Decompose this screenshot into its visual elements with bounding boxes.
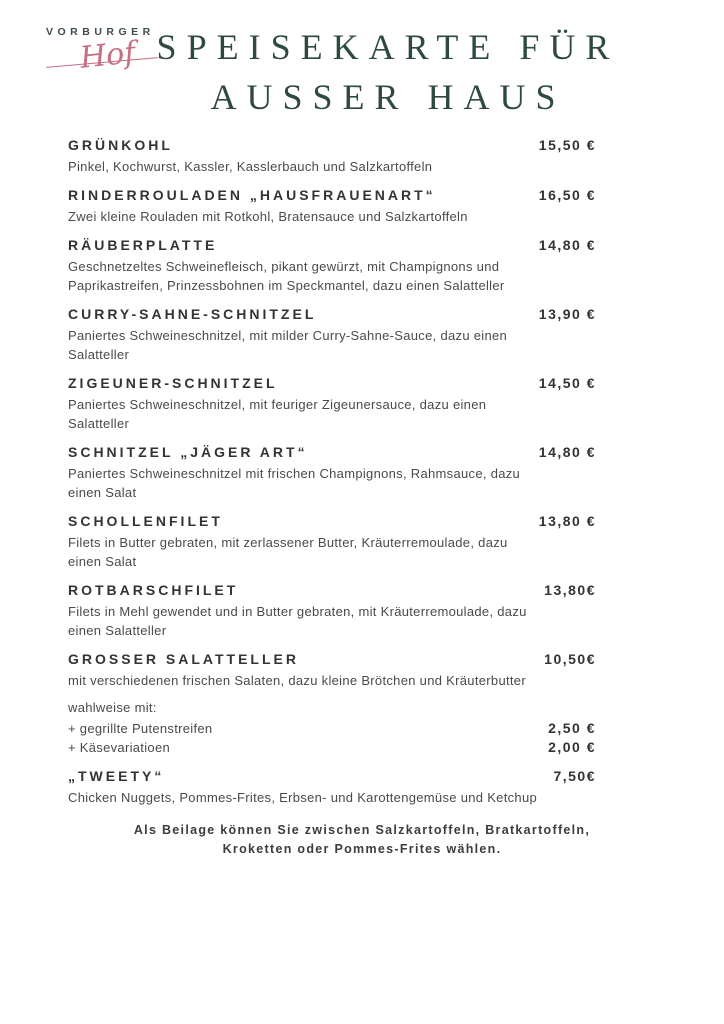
menu-item-head xyxy=(68,512,596,531)
menu-item-zigeuner-schnitzel xyxy=(68,374,596,433)
extra-option-label: + Käsevariatioen xyxy=(68,740,171,755)
extra-option xyxy=(68,738,596,757)
sides-note xyxy=(0,821,724,859)
menu-item-price: 14,80 € xyxy=(538,237,596,253)
extra-option-label: + gegrillte Putenstreifen xyxy=(68,721,213,736)
menu-item-name: CURRY-SAHNE-SCHNITZEL xyxy=(68,306,317,322)
extra-option-price: 2,50 € xyxy=(548,720,596,736)
menu-item-description: Geschnetzeltes Schweinefleisch, pikant gewürzt, mit Champignons und Paprikastreifen, Prinzessbohnen im Speckmantel, dazu einen Salatteller xyxy=(68,259,505,293)
salatteller-extras xyxy=(68,698,596,757)
sides-note-line1: Als Beilage können Sie zwischen Salzkartoffeln, Bratkartoffeln, xyxy=(133,823,591,837)
menu-item-schnitzel-jaeger-art xyxy=(68,443,596,502)
menu-item-name: ROTBARSCHFILET xyxy=(68,582,239,598)
menu-item-price: 7,50€ xyxy=(553,768,596,784)
menu-item-name: GROSSER SALATTELLER xyxy=(68,651,299,667)
menu-item-price: 15,50 € xyxy=(538,137,596,153)
logo-name: VORBURGER xyxy=(46,26,155,38)
menu-item-rinderrouladen xyxy=(68,186,596,226)
menu-item-description: Pinkel, Kochwurst, Kassler, Kasslerbauch und Salzkartoffeln xyxy=(68,159,433,174)
menu-item-description: Chicken Nuggets, Pommes-Frites, Erbsen- und Karottengemüse und Ketchup xyxy=(68,790,538,805)
menu-item-description: Filets in Mehl gewendet und in Butter gebraten, mit Kräuterremoulade, dazu einen Salatteller xyxy=(68,604,527,638)
menu-item-price: 13,90 € xyxy=(538,306,596,322)
menu-item-price: 13,80€ xyxy=(544,582,596,598)
menu-item-head xyxy=(68,305,596,324)
menu-item-description: Filets in Butter gebraten, mit zerlassener Butter, Kräuterremoulade, dazu einen Salat xyxy=(68,535,508,569)
menu-item-head xyxy=(68,236,596,255)
logo-script-text: Hof xyxy=(78,35,138,76)
menu-item-head xyxy=(68,581,596,600)
menu-item-description: Paniertes Schweineschnitzel, mit feuriger Zigeunersauce, dazu einen Salatteller xyxy=(68,397,487,431)
menu-item-head xyxy=(68,136,596,155)
menu-item-description: Zwei kleine Rouladen mit Rotkohl, Bratensauce und Salzkartoffeln xyxy=(68,209,468,224)
menu-item-price: 14,50 € xyxy=(538,375,596,391)
menu-item-name: „TWEETY“ xyxy=(68,768,165,784)
menu-item-price: 13,80 € xyxy=(538,513,596,529)
menu-item-head xyxy=(68,374,596,393)
menu-item-head xyxy=(68,443,596,462)
menu-item-description: mit verschiedenen frischen Salaten, dazu kleine Brötchen und Kräuterbutter xyxy=(68,673,526,688)
extra-option xyxy=(68,719,596,738)
sides-note-line2: Kroketten oder Pommes-Frites wählen. xyxy=(222,842,502,856)
menu-item-description: Paniertes Schweineschnitzel, mit milder Curry-Sahne-Sauce, dazu einen Salatteller xyxy=(68,328,508,362)
menu-item-name: SCHNITZEL „JÄGER ART“ xyxy=(68,444,308,460)
menu-item-gruenkohl xyxy=(68,136,596,176)
menu-item-name: RÄUBERPLATTE xyxy=(68,237,218,253)
menu-item-curry-sahne-schnitzel xyxy=(68,305,596,364)
page-header xyxy=(0,0,724,118)
extra-option-price: 2,00 € xyxy=(548,739,596,755)
page-title-line1: SPEISEKARTE FÜR xyxy=(156,27,620,67)
menu-item-name: RINDERROULADEN „HAUSFRAUENART“ xyxy=(68,187,436,203)
menu-item-name: ZIGEUNER-SCHNITZEL xyxy=(68,375,278,391)
extras-intro: wahlweise mit: xyxy=(68,700,157,715)
restaurant-logo xyxy=(46,26,176,80)
menu-item-price: 16,50 € xyxy=(538,187,596,203)
menu-item-tweety xyxy=(68,767,596,807)
menu-item-name: GRÜNKOHL xyxy=(68,137,173,153)
menu-item-raeuberplatte xyxy=(68,236,596,295)
menu-item-price: 14,80 € xyxy=(538,444,596,460)
menu-item-description: Paniertes Schweineschnitzel mit frischen Champignons, Rahmsauce, dazu einen Salat xyxy=(68,466,521,500)
menu-item-head xyxy=(68,650,596,669)
menu-item-head xyxy=(68,186,596,205)
page-title-line2: AUSSER HAUS xyxy=(210,77,566,117)
logo-script-container xyxy=(78,35,176,80)
menu-item-name: SCHOLLENFILET xyxy=(68,513,223,529)
menu-item-grosser-salatteller xyxy=(68,650,596,757)
menu-item-rotbarschfilet xyxy=(68,581,596,640)
menu-list xyxy=(0,118,724,807)
menu-item-schollenfilet xyxy=(68,512,596,571)
menu-item-head xyxy=(68,767,596,786)
menu-item-price: 10,50€ xyxy=(544,651,596,667)
